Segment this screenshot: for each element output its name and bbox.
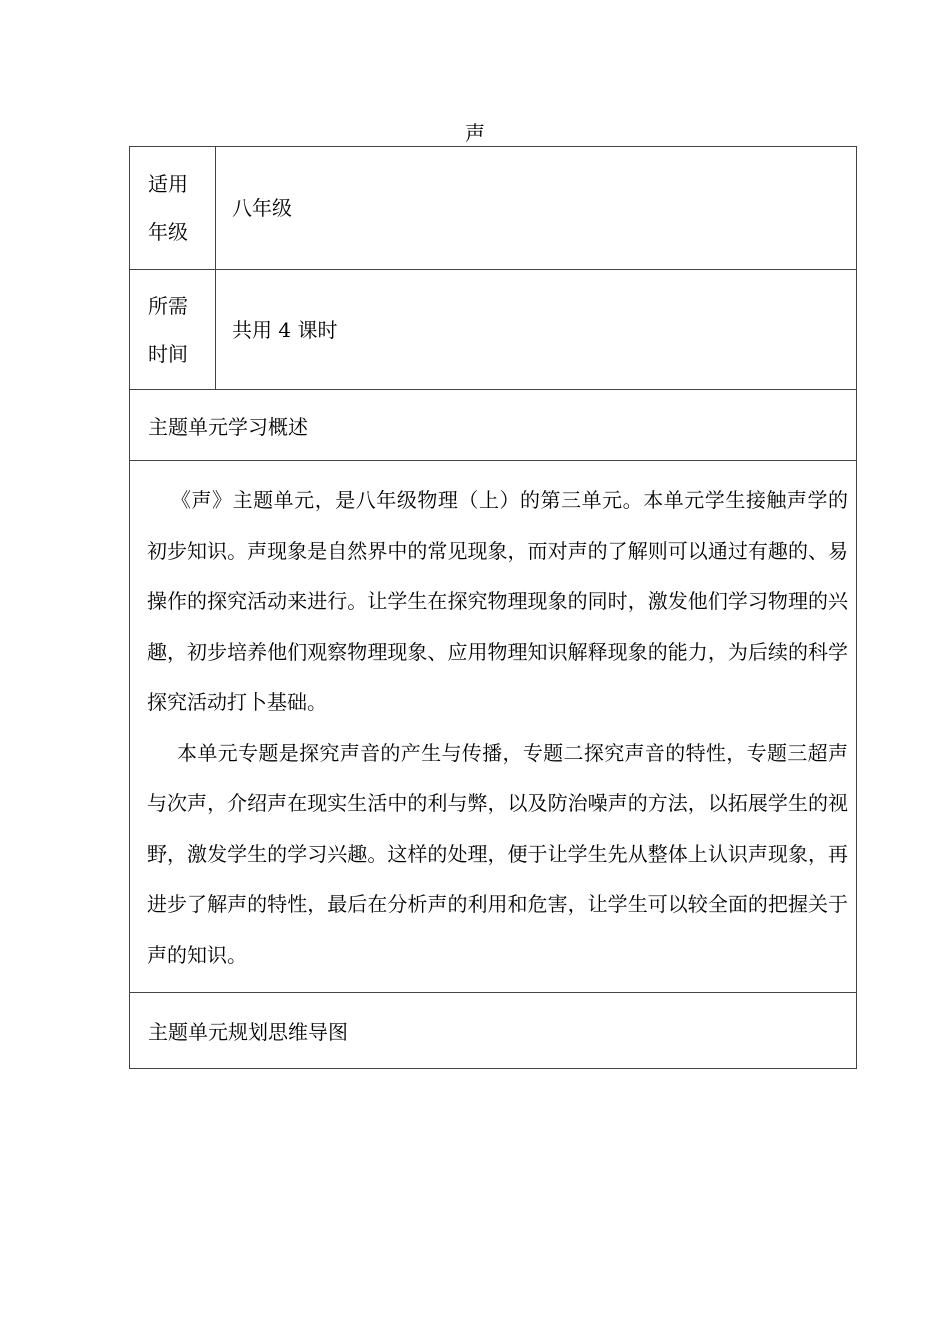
overview-heading: 主题单元学习概述 [130, 390, 857, 461]
overview-paragraph-1: 《声》主题单元，是八年级物理（上）的第三单元。本单元学生接触声学的初步知识。声现象是自然界中的常见现象，而对声的了解则可以通过有趣的、易操作的探究活动来进行。让学生在探究物理现象的同时，激发他们学习物理的兴趣，初步培养他们观察物理现象、应用物理知识解释现象的能力，为后续的科学探究活动打卜基础。 [147, 488, 848, 714]
overview-body-row [130, 461, 857, 993]
overview-paragraph-2: 本单元专题是探究声音的产生与传播，专题二探究声音的特性，专题三超声与次声，介绍声在现实生活中的利与弊，以及防治噪声的方法，以拓展学生的视野，激发学生的学习兴趣。这样的处理，便于让学生先从整体上认识声现象，再进步了解声的特性，最后在分析声的利用和危害，让学生可以较全面的把握关于声的知识。 [147, 740, 848, 967]
overview-body [130, 461, 857, 993]
grade-label [130, 147, 216, 270]
overview-heading-row [130, 390, 857, 461]
grade-value: 八年级 [216, 147, 857, 270]
time-value: 共用 4 课时 [216, 270, 857, 390]
time-row [130, 270, 857, 390]
time-label [130, 270, 216, 390]
grade-label-line2: 年级 [148, 220, 188, 244]
document-title: 声 [465, 121, 485, 145]
unit-plan-table [129, 146, 857, 1069]
mindmap-heading-row [130, 993, 857, 1069]
grade-row [130, 147, 857, 270]
time-label-line1: 所需 [148, 293, 188, 318]
mindmap-heading: 主题单元规划思维导图 [130, 993, 857, 1069]
time-label-line2: 时间 [148, 341, 188, 366]
grade-label-line1: 适用 [148, 172, 188, 196]
